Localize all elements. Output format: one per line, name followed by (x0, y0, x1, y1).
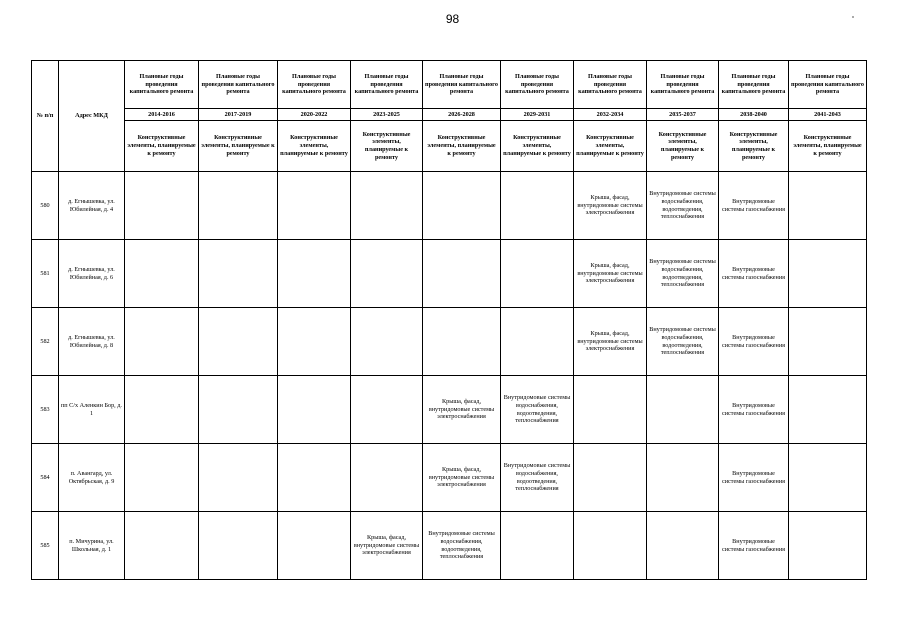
repair-elements-cell (125, 308, 199, 376)
page-number: 98 (445, 12, 460, 26)
repair-elements-cell (574, 444, 647, 512)
repair-elements-cell (125, 444, 199, 512)
repair-elements-cell (423, 172, 501, 240)
header-row-title (32, 61, 867, 109)
row-number: 582 (32, 308, 59, 376)
repair-elements-cell: Внутридомовые системы газоснабжения (719, 240, 789, 308)
scan-speck (852, 16, 854, 18)
period-title-header: Плановые годы проведения капитального ремонта (789, 61, 867, 109)
repair-elements-cell: Внутридомовые системы газоснабжения (719, 172, 789, 240)
repair-elements-cell: Внутридомовые системы газоснабжения (719, 376, 789, 444)
repair-elements-cell (199, 376, 278, 444)
repair-elements-cell (278, 240, 351, 308)
repair-elements-cell (278, 376, 351, 444)
period-years-header: 2014-2016 (125, 109, 199, 121)
row-number: 583 (32, 376, 59, 444)
repair-elements-cell (501, 240, 574, 308)
repair-elements-cell (501, 308, 574, 376)
repair-elements-cell (647, 444, 719, 512)
header-row-subheader (32, 121, 867, 172)
repair-elements-cell (789, 444, 867, 512)
col-address-header: Адрес МКД (59, 61, 125, 172)
capital-repair-table (31, 60, 867, 580)
period-title-header: Плановые годы проведения капитального ремонта (719, 61, 789, 109)
period-years-header: 2038-2040 (719, 109, 789, 121)
row-address: пп С/х Аленкин Бор, д. 1 (59, 376, 125, 444)
period-years-header: 2017-2019 (199, 109, 278, 121)
repair-elements-cell (423, 240, 501, 308)
period-title-header: Плановые годы проведения капитального ремонта (647, 61, 719, 109)
repair-elements-cell (351, 172, 423, 240)
table-row (32, 308, 867, 376)
row-address: д. Егнышевка, ул. Юбилейная, д. 4 (59, 172, 125, 240)
repair-elements-cell: Внутридомовые системы водоснабжения, водоотведения, теплоснабжения (647, 172, 719, 240)
row-number: 581 (32, 240, 59, 308)
repair-elements-cell (789, 240, 867, 308)
repair-elements-cell (351, 444, 423, 512)
row-number: 585 (32, 512, 59, 580)
col-num-header: № п/п (32, 61, 59, 172)
period-subheader: Конструктивные элементы, планируемые к ремонту (423, 121, 501, 172)
repair-elements-cell (199, 512, 278, 580)
table-row (32, 172, 867, 240)
row-address: д. Егнышевка, ул. Юбилейная, д. 6 (59, 240, 125, 308)
repair-elements-cell (647, 376, 719, 444)
period-subheader: Конструктивные элементы, планируемые к ремонту (789, 121, 867, 172)
period-title-header: Плановые годы проведения капитального ремонта (351, 61, 423, 109)
repair-elements-cell (351, 376, 423, 444)
header-row-periods (32, 109, 867, 121)
period-title-header: Плановые годы проведения капитального ремонта (501, 61, 574, 109)
row-address: д. Егнышевка, ул. Юбилейная, д. 8 (59, 308, 125, 376)
repair-elements-cell (789, 308, 867, 376)
repair-elements-cell (278, 308, 351, 376)
repair-elements-cell: Крыша, фасад, внутридомовые системы электроснабжения (423, 376, 501, 444)
repair-elements-cell: Внутридомовые системы водоснабжения, водоотведения, теплоснабжения (423, 512, 501, 580)
repair-elements-cell: Внутридомовые системы водоснабжения, водоотведения, теплоснабжения (501, 444, 574, 512)
period-subheader: Конструктивные элементы, планируемые к ремонту (501, 121, 574, 172)
repair-elements-cell: Крыша, фасад, внутридомовые системы электроснабжения (574, 308, 647, 376)
repair-elements-cell (647, 512, 719, 580)
period-years-header: 2029-2031 (501, 109, 574, 121)
repair-elements-cell (501, 172, 574, 240)
repair-elements-cell (789, 172, 867, 240)
repair-elements-cell (423, 308, 501, 376)
period-subheader: Конструктивные элементы, планируемые к ремонту (278, 121, 351, 172)
repair-elements-cell (351, 240, 423, 308)
period-years-header: 2035-2037 (647, 109, 719, 121)
row-number: 580 (32, 172, 59, 240)
repair-elements-cell (199, 240, 278, 308)
repair-elements-cell (125, 172, 199, 240)
period-title-header: Плановые годы проведения капитального ремонта (278, 61, 351, 109)
repair-elements-cell (125, 512, 199, 580)
period-years-header: 2041-2043 (789, 109, 867, 121)
period-subheader: Конструктивные элементы, планируемые к ремонту (647, 121, 719, 172)
period-years-header: 2032-2034 (574, 109, 647, 121)
repair-elements-cell: Внутридомовые системы водоснабжения, водоотведения, теплоснабжения (647, 308, 719, 376)
period-years-header: 2026-2028 (423, 109, 501, 121)
row-address: п. Мичурина, ул. Школьная, д. 1 (59, 512, 125, 580)
period-title-header: Плановые годы проведения капитального ремонта (574, 61, 647, 109)
repair-elements-cell: Внутридомовые системы водоснабжения, водоотведения, теплоснабжения (501, 376, 574, 444)
repair-elements-cell (278, 444, 351, 512)
table-row (32, 444, 867, 512)
table-row (32, 512, 867, 580)
repair-elements-cell (574, 512, 647, 580)
table-row (32, 240, 867, 308)
period-years-header: 2020-2022 (278, 109, 351, 121)
repair-elements-cell (574, 376, 647, 444)
repair-elements-cell (351, 308, 423, 376)
repair-elements-cell (501, 512, 574, 580)
repair-elements-cell: Внутридомовые системы газоснабжения (719, 444, 789, 512)
repair-elements-cell (199, 172, 278, 240)
repair-elements-cell: Внутридомовые системы газоснабжения (719, 308, 789, 376)
period-subheader: Конструктивные элементы, планируемые к ремонту (574, 121, 647, 172)
period-years-header: 2023-2025 (351, 109, 423, 121)
repair-elements-cell: Внутридомовые системы водоснабжения, водоотведения, теплоснабжения (647, 240, 719, 308)
repair-elements-cell: Крыша, фасад, внутридомовые системы электроснабжения (574, 240, 647, 308)
repair-elements-cell: Крыша, фасад, внутридомовые системы электроснабжения (351, 512, 423, 580)
period-subheader: Конструктивные элементы, планируемые к ремонту (125, 121, 199, 172)
repair-elements-cell (125, 240, 199, 308)
period-title-header: Плановые годы проведения капитального ремонта (125, 61, 199, 109)
repair-elements-cell: Крыша, фасад, внутридомовые системы электроснабжения (423, 444, 501, 512)
table-row (32, 376, 867, 444)
repair-elements-cell: Крыша, фасад, внутридомовые системы электроснабжения (574, 172, 647, 240)
repair-elements-cell: Внутридомовые системы газоснабжения (719, 512, 789, 580)
period-title-header: Плановые годы проведения капитального ремонта (199, 61, 278, 109)
repair-elements-cell (199, 308, 278, 376)
row-number: 584 (32, 444, 59, 512)
period-title-header: Плановые годы проведения капитального ремонта (423, 61, 501, 109)
repair-elements-cell (789, 512, 867, 580)
row-address: п. Авангард, ул. Октябрьская, д. 9 (59, 444, 125, 512)
period-subheader: Конструктивные элементы, планируемые к ремонту (351, 121, 423, 172)
repair-elements-cell (789, 376, 867, 444)
repair-elements-cell (278, 172, 351, 240)
repair-elements-cell (278, 512, 351, 580)
period-subheader: Конструктивные элементы, планируемые к ремонту (719, 121, 789, 172)
repair-elements-cell (125, 376, 199, 444)
repair-elements-cell (199, 444, 278, 512)
period-subheader: Конструктивные элементы, планируемые к ремонту (199, 121, 278, 172)
